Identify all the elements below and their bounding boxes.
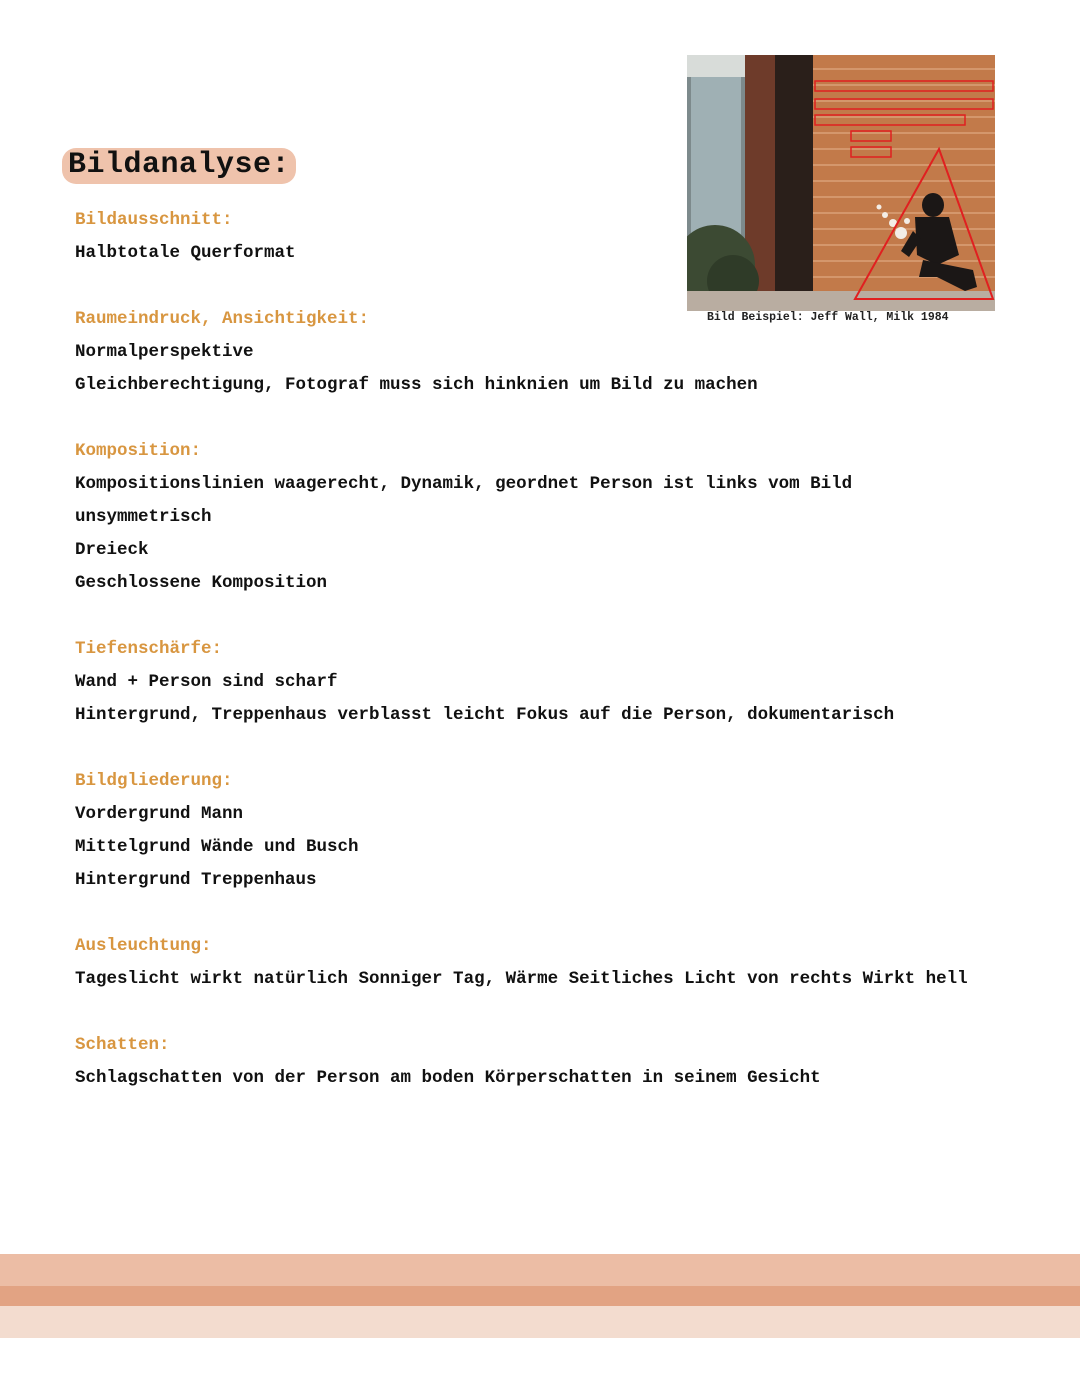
section-bildausschnitt — [75, 204, 296, 270]
section-bildgliederung — [75, 765, 359, 897]
section-line: Wand + Person sind scharf — [75, 672, 338, 692]
section-line: Schlagschatten von der Person am boden Körperschatten in seinem Gesicht — [75, 1068, 821, 1088]
section-line: Gleichberechtigung, Fotograf muss sich hinknien um Bild zu machen — [75, 375, 758, 395]
section-tiefenschaerfe — [75, 633, 894, 732]
section-line: Hintergrund, Treppenhaus verblasst leicht Fokus auf die Person, dokumentarisch — [75, 705, 895, 725]
section-heading: Ausleuchtung: — [75, 936, 212, 956]
photo-illustration — [687, 55, 995, 311]
section-line: unsymmetrisch — [75, 507, 212, 527]
section-ausleuchtung — [75, 930, 968, 996]
photo-caption: Bild Beispiel: Jeff Wall, Milk 1984 — [707, 311, 949, 324]
section-komposition — [75, 435, 852, 600]
decorative-stripe-top — [0, 1254, 1080, 1286]
section-heading: Bildgliederung: — [75, 771, 233, 791]
section-line: Dreieck — [75, 540, 149, 560]
section-heading: Bildausschnitt: — [75, 210, 233, 230]
section-line: Halbtotale Querformat — [75, 243, 296, 263]
section-line: Tageslicht wirkt natürlich Sonniger Tag, Wärme Seitliches Licht von rechts Wirkt hell — [75, 969, 968, 989]
page-title: Bildanalyse: — [62, 148, 296, 184]
section-line: Geschlossene Komposition — [75, 573, 328, 593]
example-photo — [687, 55, 995, 311]
section-heading: Tiefenschärfe: — [75, 639, 223, 659]
section-line: Kompositionslinien waagerecht, Dynamik, geordnet Person ist links vom Bild — [75, 474, 853, 494]
section-line: Vordergrund Mann — [75, 804, 244, 824]
section-line: Mittelgrund Wände und Busch — [75, 837, 359, 857]
decorative-stripe-bottom — [0, 1306, 1080, 1338]
section-line: Hintergrund Treppenhaus — [75, 870, 317, 890]
decorative-stripe-middle — [0, 1286, 1080, 1306]
dark-column — [775, 55, 813, 311]
section-heading: Schatten: — [75, 1035, 170, 1055]
section-heading: Raumeindruck, Ansichtigkeit: — [75, 309, 370, 329]
section-schatten — [75, 1029, 821, 1095]
section-line: Normalperspektive — [75, 342, 254, 362]
section-heading: Komposition: — [75, 441, 202, 461]
section-raumeindruck — [75, 303, 758, 402]
